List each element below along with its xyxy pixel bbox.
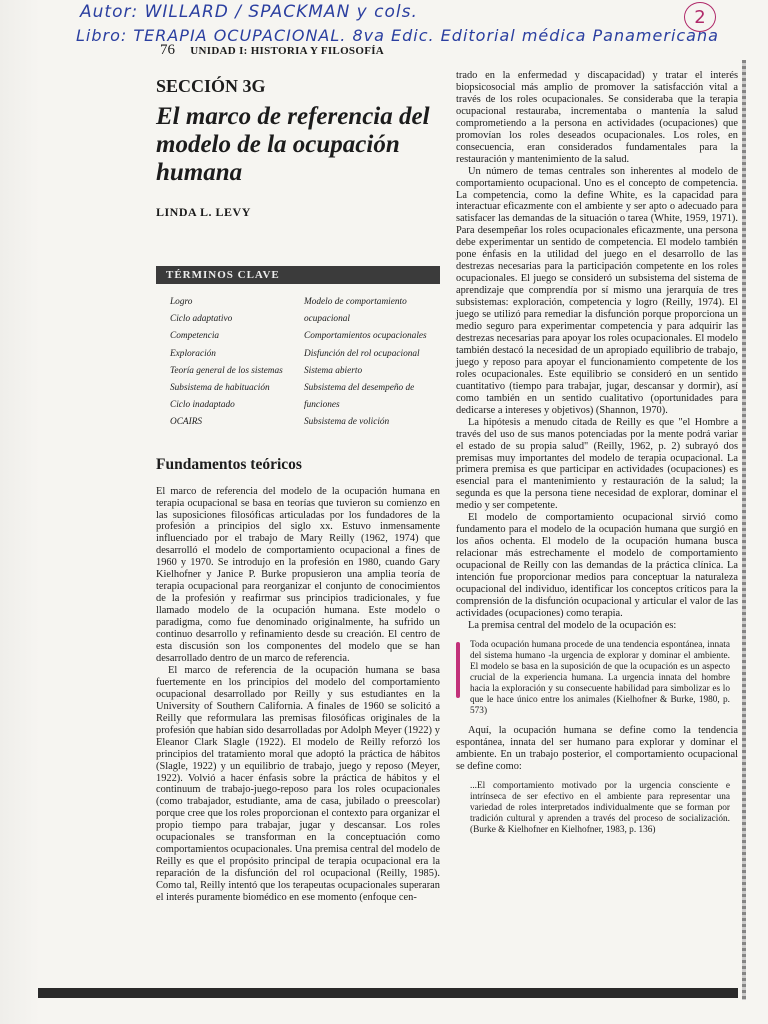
- block-quote: [470, 640, 730, 717]
- handwritten-book-note: Libro: TERAPIA OCUPACIONAL. 8va Edic. Editorial médica Panamericana: [76, 26, 719, 45]
- term: Competencia: [170, 331, 220, 342]
- key-terms-col2: [304, 294, 440, 432]
- paragraph: trado en la enfermedad y discapacidad) y tratar el interés biopsicosocial más amplio de promover la satisfacción vital a través de los roles ocupacionales. Se consideraba que la terapia ocupacional restauraba, incrementaba o mantenía la salud comprometiendo a la persona en actividades (ocupaciones) que promovían los roles deseados ocupacionales. Los roles, en consecuencia, eran considerados fundamentales para la restauración y mantenimiento de la salud.: [456, 70, 738, 165]
- term: Comportamientos ocupacionales: [304, 331, 427, 342]
- key-terms-grid: [156, 284, 440, 432]
- left-column: [156, 70, 440, 904]
- term: Exploración: [170, 348, 216, 359]
- page-number: 76: [160, 42, 175, 58]
- term: Modelo de comportamiento ocupacional: [304, 297, 407, 325]
- term: OCAIRS: [170, 417, 203, 428]
- block-quote-text: Toda ocupación humana procede de una tendencia espontánea, innata del sistema humano -la urgencia de explorar y dominar el ambiente. El modelo se basa en la suposición de que la ocupación es un aspecto crucial de la experiencia humana. La urgencia innata del hombre hacia la exploración y su consecuente habilidad para simbolizar es lo que le hace único entre los animales (Kielhofner & Burke, 1980, p. 573): [470, 639, 730, 716]
- key-terms-col1: [170, 294, 298, 432]
- term: Teoría general de los sistemas: [170, 365, 283, 376]
- scan-left-margin: [0, 0, 40, 1024]
- term: Subsistema de volición: [304, 417, 390, 428]
- highlighter-mark: [456, 642, 460, 698]
- paragraph: El marco de referencia de la ocupación humana se basa fuertemente en los principios del modelo del comportamiento ocupacional desarrollado por Reilly y sus estudiantes en la University of Southern California. A finales de 1960 se solicitó a Reilly que reformulara las premisas filosóficas originales de la profesión que habían sido desarrolladas por Adolph Meyer (1922) y Eleanor Clark Slagle (1922). El modelo de Reilly reforzó los principios del tratamiento moral que adoptó la práctica de hábitos (Slagle, 1922) y un equilibrio de trabajo, juego y reposo (Meyer, 1922). Volvió a hacer énfasis sobre la práctica de hábitos y el continuum de trabajo-juego-reposo para los roles ocupacionales (como trabajador, estudiante, ama de casa, jubilado o preescolar) porque cree que los roles proporcionan el contexto para organizar el propio tiempo para trabajar, jugar y descansar. Los roles ocupacionales se transforman en la conceptuación como comportamientos ocupacionales. Una premisa central del modelo de Reilly es que el propósito principal de terapia ocupacional era la reparación de la disfunción del rol ocupacional (Reilly, 1985). Como tal, Reilly intentó que los terapeutas ocupacionales superaran el interés puramente biomédico en ese momento (enfoque cen-: [156, 664, 440, 904]
- chapter-title: El marco de referencia del modelo de la ocupación humana: [156, 103, 430, 186]
- paragraph: La premisa central del modelo de la ocupación es:: [468, 619, 677, 631]
- term: Subsistema del desempeño de funciones: [304, 383, 415, 411]
- scan-right-edge: [742, 60, 746, 1000]
- subheading: Fundamentos teóricos: [156, 455, 302, 473]
- paragraph: El modelo de comportamiento ocupacional sirvió como fundamento para el modelo de la ocupación humana que surgió en los años ochenta. El modelo de la ocupación humana busca relacionar más estrechamente el modelo de comportamiento ocupacional de Reilly con las demandas de la práctica clínica. La intención fue proporcionar medios para conceptuar la naturaleza ocupacional del individuo, identificar los conceptos críticos para la comprensión de la disfunción ocupacional y articular el valor de las actividades (ocupaciones) como terapia.: [456, 512, 738, 619]
- paragraph: Aquí, la ocupación humana se define como la tendencia espontánea, innata del ser humano para explorar y dominar el ambiente. En un trabajo posterior, el comportamiento ocupacional se define como:: [456, 724, 738, 772]
- scan-bottom-edge: [38, 988, 738, 998]
- right-column: [456, 70, 738, 844]
- block-quote: [470, 781, 730, 836]
- key-terms-box: [156, 266, 440, 432]
- key-terms-header: TÉRMINOS CLAVE: [156, 266, 440, 284]
- term: Ciclo inadaptado: [170, 400, 235, 411]
- author-name: LINDA L. LEVY: [156, 205, 251, 219]
- paragraph: El marco de referencia del modelo de la ocupación humana en terapia ocupacional se basa en teorías que tuvieron su comienzo en las suposiciones filosóficas articuladas por los fundadores de la profesión a principios del siglo xx. Estuvo inmensamente influenciado por el trabajo de Mary Reilly (1962, 1974) que desarrolló el modelo de comportamiento ocupacional a fines de 1960 y 1970. Se introdujo en la profesión en 1980, cuando Gary Kielhofner y Janice P. Burke propusieron una amplia teoría de terapia ocupacional para reorganizar el conjunto de conocimientos de la profesión y reafirmar sus principios tradicionales, y fue llamado modelo de la ocupación humana. Este modelo o paradigma, como fue denominado originalmente, ha sufrido un continuo desarrollo y refinamiento desde su creación. El centro de esta discusión son los componentes del modelo que se han desarrollado dentro de un marco de referencia.: [156, 485, 440, 664]
- term: Logro: [170, 297, 193, 307]
- paragraph: La hipótesis a menudo citada de Reilly es que "el Hombre a través del uso de sus manos potenciadas por la mente podrá variar el estado de su propia salud" (Reilly, 1962, p. 2) subrayó dos premisas muy importantes del modelo de terapia ocupacional. La primera premisa es que participar en actividades (ocupaciones) es esencial para el mantenimiento y restauración de la salud; la segunda es que la persona tiene necesidad de explorar, dominar el medio y ser competente.: [456, 416, 738, 512]
- term: Disfunción del rol ocupacional: [304, 348, 420, 359]
- running-head-text: UNIDAD I: HISTORIA Y FILOSOFÍA: [190, 45, 385, 57]
- term: Sistema abierto: [304, 365, 363, 376]
- paragraph: Un número de temas centrales son inherentes al modelo de comportamiento ocupacional. Uno es el concepto de competencia. La competencia, como la define White, es la capacidad para interactuar eficazmente con el ambiente y ser apto o adecuado para satisfacer las demandas de la situación o tarea (White, 1959, 1971). Para desempeñar los roles ocupacionales eficazmente, una persona debe experimentar un sentido de competencia. El modelo también pone énfasis en la utilidad del juego en el desarrollo de las destrezas necesarias para la participación competente en los roles ocupacionales. El juego se consideró un subsistema del sistema de aprendizaje que comprendía por sí mismo una jerarquía de tres subsistemas: exploración, competencia y logro (Reilly, 1974). El juego se utilizó para remediar la disfunción porque proporciona un medio seguro para experimentar competencia y para adquirir las destrezas necesarias para apoyar los roles ocupacionales. El modelo también destacó la necesidad de un apropiado equilibrio de trabajo, juego y reposo para apoyar el funcionamiento competente de los roles ocupacionales. Este equilibrio se consideró en un sentido cuantitativo (tiempo para trabajar, jugar, descansar y dormir), así como también en un sentido cualitativo (oportunidades para dedicarse a intereses y objetivos) (Shannon, 1970).: [456, 165, 738, 416]
- section-label: SECCIÓN 3G: [156, 76, 266, 96]
- term: Subsistema de habituación: [170, 383, 270, 394]
- running-head: [160, 42, 384, 59]
- block-quote-text: ...El comportamiento motivado por la urgencia consciente e intrínseca de ser efectivo en el ambiente para representar una variedad de roles interpretados individualmente que se forman por tradición cultural y aprenden a través del proceso de socialización. (Burke & Kielhofner en Kielhofner, 1983, p. 136): [470, 780, 730, 835]
- circled-page-number: 2: [684, 2, 716, 32]
- handwritten-author-note: Autor: WILLARD / SPACKMAN y cols.: [80, 2, 418, 22]
- term: Ciclo adaptativo: [170, 314, 233, 325]
